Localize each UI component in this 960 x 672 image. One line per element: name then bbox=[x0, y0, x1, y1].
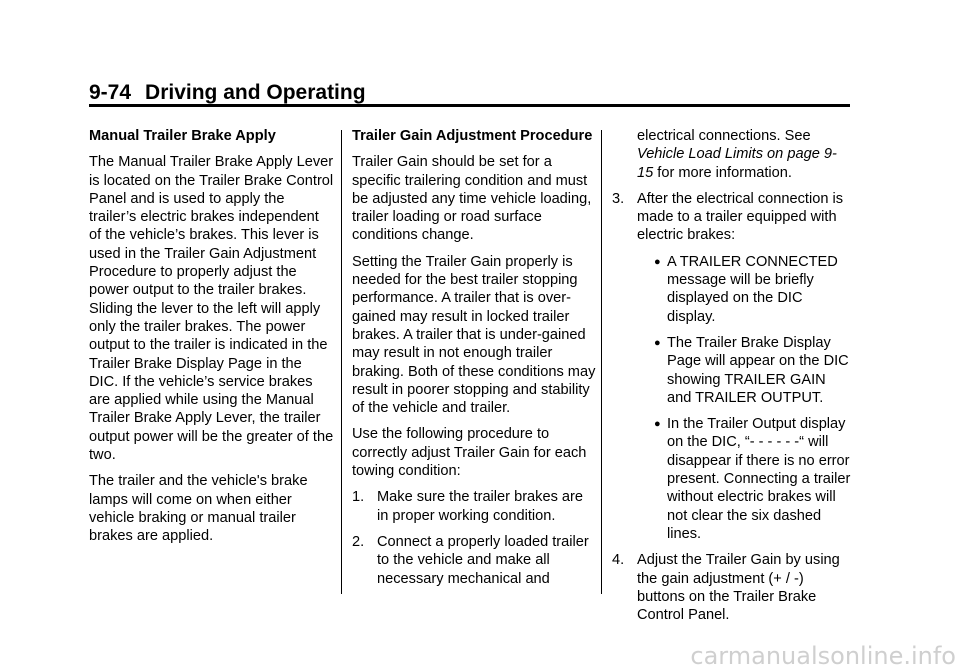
page-title bbox=[89, 80, 849, 106]
vehicle-load-limits-link[interactable]: Vehicle Load Limits on page 9-15 bbox=[637, 146, 837, 181]
page-header bbox=[89, 80, 849, 106]
step-4 bbox=[612, 551, 852, 624]
step-number: 1. bbox=[352, 489, 365, 506]
step-2 bbox=[352, 533, 598, 588]
step-text: Adjust the Trailer Gain by using the gain adjustment (+ / -) buttons on the Trailer Brake Control Panel. bbox=[637, 552, 840, 624]
header-divider bbox=[89, 104, 850, 107]
step-number: 4. bbox=[612, 552, 625, 569]
step-number: 2. bbox=[352, 533, 365, 550]
step-text: for more information. bbox=[657, 164, 792, 181]
bullet-text: The Trailer Brake Display Page will appear on the DIC showing TRAILER GAIN and TRAILER OUTPUT. bbox=[667, 334, 849, 406]
watermark: carmanualsonline.info bbox=[690, 642, 956, 670]
gain-paragraph-2: Setting the Trailer Gain properly is needed for the best trailer stopping performance. A trailer that is over-gained may result in locked trailer brakes. A trailer that is under-gained may result in not enough trailer braking. Both of these conditions may result in poorer stopping and stability of the vehicle and trailer. bbox=[352, 253, 596, 417]
bullet-text: A TRAILER CONNECTED message will be briefly displayed on the DIC display. bbox=[667, 253, 838, 325]
column-divider-2 bbox=[601, 130, 602, 594]
manual-brake-paragraph-2: The trailer and the vehicle's brake lamps will come on when either vehicle braking or manual trailer brakes are applied. bbox=[89, 473, 308, 545]
column-3 bbox=[612, 127, 852, 632]
gain-paragraph-3: Use the following procedure to correctly adjust Trailer Gain for each towing condition: bbox=[352, 426, 587, 480]
list-item bbox=[612, 253, 852, 326]
bullet-icon: ● bbox=[654, 255, 661, 268]
section-title: Driving and Operating bbox=[145, 81, 366, 104]
step-text: Make sure the trailer brakes are in proper working condition. bbox=[377, 489, 584, 524]
manual-trailer-brake-heading: Manual Trailer Brake Apply bbox=[89, 128, 276, 144]
list-item bbox=[612, 415, 852, 543]
page-number: 9-74 bbox=[89, 81, 132, 104]
list-item bbox=[612, 334, 852, 407]
step-text: Connect a properly loaded trailer to the vehicle and make all necessary mechanical and bbox=[377, 533, 589, 587]
step-1 bbox=[352, 488, 598, 525]
manual-brake-paragraph-1: The Manual Trailer Brake Apply Lever is located on the Trailer Brake Control Panel and is used to apply the trailer’s electric brakes independent of the vehicle’s brakes. This lever is used in the Trailer Gain Adjustment Procedure to properly adjust the power output to the trailer brakes. Sliding the lever to the left will apply only the trailer brakes. The power output to the trailer is indicated in the Trailer Brake Display Page in the DIC. If the vehicle’s service brakes are applied while using the Manual Trailer Brake Apply Lever, the trailer output power will be the greater of the two. bbox=[89, 154, 334, 464]
step-3 bbox=[612, 190, 852, 245]
bullet-text: In the Trailer Output display on the DIC, “- - - - - -“ will disappear if there is no error present. Connecting a trailer without electric brakes will not clear the six dashed lines. bbox=[667, 416, 851, 542]
step-text: electrical connections. See bbox=[637, 128, 811, 144]
gain-paragraph-1: Trailer Gain should be set for a specific trailering condition and must be adjusted any time vehicle loading, trailer loading or road surface conditions change. bbox=[352, 154, 592, 244]
gain-procedure-heading: Trailer Gain Adjustment Procedure bbox=[352, 128, 593, 144]
step-text: After the electrical connection is made to a trailer equipped with electric brakes: bbox=[637, 190, 844, 244]
step-2-continued bbox=[612, 127, 852, 182]
step-number: 3. bbox=[612, 190, 625, 207]
column-2 bbox=[352, 127, 598, 596]
column-divider-1 bbox=[341, 130, 342, 594]
bullet-icon: ● bbox=[654, 418, 661, 431]
column-1 bbox=[89, 127, 335, 554]
bullet-icon: ● bbox=[654, 336, 661, 349]
